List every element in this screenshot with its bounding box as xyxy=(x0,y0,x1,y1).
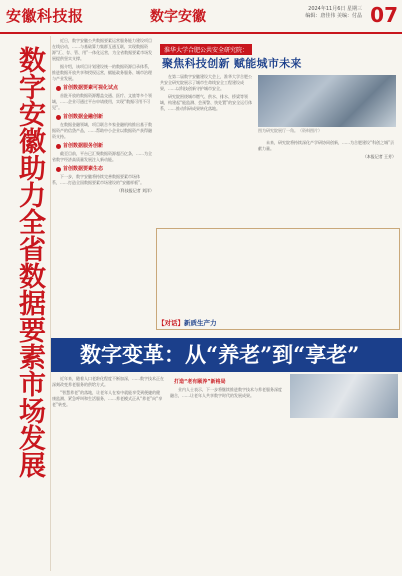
bullet-icon xyxy=(56,144,61,149)
article-byline: （本报记者 王芳） xyxy=(362,154,396,159)
right-article-title: 聚焦科技创新 赋能城市未来 xyxy=(162,57,302,70)
article-paragraph: 在第二届数字安徽建设大会上，淮华大学合肥公共安全研究院展示了城市生命线安全工程建设成果，……以科技创新守护城市安全。 xyxy=(160,74,252,91)
photo-caption: 图为研究院展厅一角。（资料图片） xyxy=(258,128,322,133)
dialogue-banner: 【对话】新质生产力 xyxy=(158,319,217,327)
main-vertical-headline: 数字安徽助力全省数据要素市场发展 xyxy=(14,46,45,478)
article-paragraph: 截至目前，平台已汇聚数据资源超百亿条，……为全省数字经济高质量发展注入新动能。 xyxy=(52,151,152,162)
article-paragraph: 首批开放的数据资源覆盖交通、医疗、文旅等多个领域，……企业可通过平台申请使用，实现“数据可用不可见”。 xyxy=(52,93,152,110)
bullet-icon xyxy=(56,115,61,120)
content-frame xyxy=(156,228,400,330)
newspaper-logo: 安徽科技报 xyxy=(6,7,84,25)
article-paragraph: 据介绍，该项目计划建设统一的数据资源目录体系，推进数据开放共享和授权运营，赋能政务服务、城市治理与产业发展。 xyxy=(52,64,152,81)
article-photo xyxy=(258,75,396,127)
bullet-icon xyxy=(56,86,61,91)
page-number: 07 xyxy=(370,3,398,27)
article-paragraph: 下一步，数字安徽将持续完善数据要素市场体系，……打造全国数据要素市场建设的“安徽样板”。 xyxy=(52,174,145,185)
editor-credits: 编辑：唐佳伟 美编：付晶 xyxy=(305,13,362,19)
article-paragraph: 近日，数字安徽公共数据要素运营服务能力建设项目在线启动，……与基础算力集群互通互联，实现数据资源“汇、存、管、用”一体化运营，为全省数据要素市场发展提供坚实支撑。 xyxy=(52,38,153,61)
right-article-kicker: 淮华大学合肥公共安全研究院： xyxy=(160,44,252,55)
right-article-col1 xyxy=(160,74,254,224)
article-subhead: 首创数据服务创新 xyxy=(56,143,154,149)
feature-subhead: 打造“老有颐养”新格局 xyxy=(174,379,226,385)
article-subhead: 首创数据金融创新 xyxy=(56,114,154,120)
article-paragraph: 研究院围绕城市燃气、供水、排水、桥梁等领域，构建起“能监测、会预警、快处置”的安全运行体系，……推动科研成果转化落地。 xyxy=(160,94,253,111)
feature-col1 xyxy=(52,376,164,571)
article-paragraph: “智慧养老”的落地，让老年人在家中就能享受到便捷的健康监测、紧急呼叫和生活服务，……养老模式正从“养老”向“享老”转变。 xyxy=(52,390,163,407)
section-title: 数字安徽 xyxy=(150,9,206,25)
issue-date: 2024年11月6日 星期三 xyxy=(308,6,362,12)
issue-meta xyxy=(305,6,362,20)
article-paragraph: 近年来，随着人口老龄化程度不断加深，……数字技术正在深刻改变养老服务的供给方式。 xyxy=(52,376,164,387)
feature-col2 xyxy=(170,376,284,571)
right-article-col2 xyxy=(258,140,396,224)
feature-headline: 数字变革：从“养老”到“享老” xyxy=(50,338,402,372)
article-subhead: 首创数据要素生态 xyxy=(56,166,154,172)
article-paragraph: 业内人士表示，下一步将继续推进数字技术与养老服务深度融合，……让老年人共享数字时代的发展成果。 xyxy=(170,387,282,398)
bullet-icon xyxy=(56,167,61,172)
left-article xyxy=(52,38,154,328)
article-byline: （科技报记者 刘洋） xyxy=(116,188,154,193)
article-subhead: 首创数据要素可视化试点 xyxy=(56,85,154,91)
column-divider xyxy=(50,36,51,571)
feature-photo xyxy=(290,374,398,418)
page-header xyxy=(0,0,402,34)
article-paragraph: 在数据金融领域，项目联合多家金融机构推出基于数据资产的信贷产品，……帮助中小企业以数据资产获得融资支持。 xyxy=(52,122,152,139)
article-paragraph: 未来，研究院将持续深化产学研协同创新，……为合肥建设“科创之城”贡献力量。 xyxy=(258,140,395,151)
